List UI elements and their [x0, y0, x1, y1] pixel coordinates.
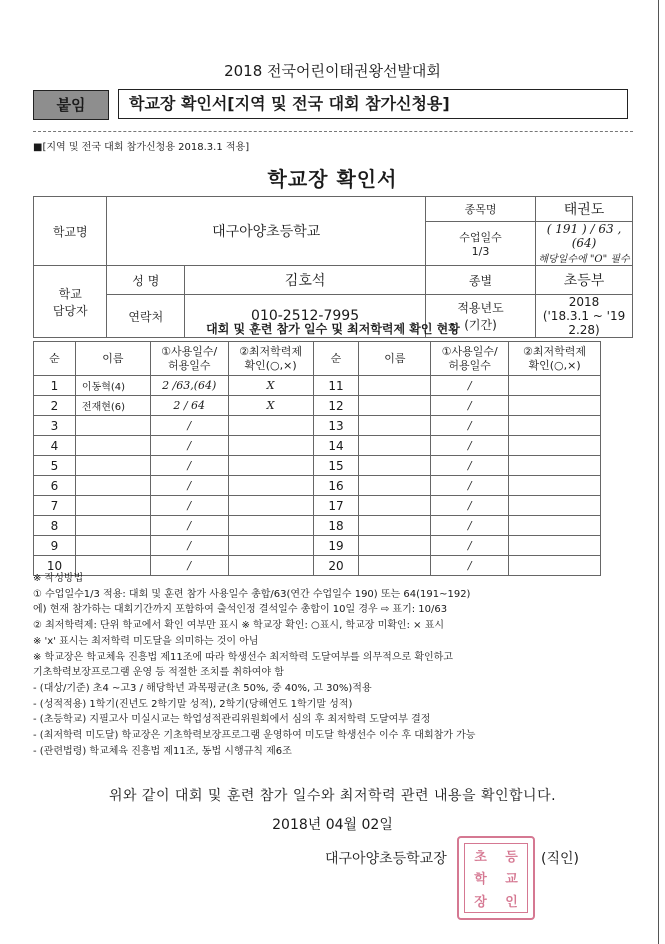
signing-date: 2018년 04월 02일: [272, 817, 393, 833]
record-no: 5: [34, 456, 76, 476]
record-academic-check: [228, 416, 313, 436]
record-name: [359, 456, 431, 476]
page-title: 학교장 확인서: [267, 167, 398, 191]
record-days: /: [150, 476, 228, 496]
seal-glyph: 인: [505, 895, 518, 911]
record-academic-check: [228, 456, 313, 476]
record-name: [359, 536, 431, 556]
record-days: /: [431, 416, 509, 436]
record-days: 2 / 64: [150, 396, 228, 416]
school-value: 대구아양초등학교: [107, 197, 426, 266]
seal-role-label: (직인): [541, 851, 579, 867]
document-banner: 학교장 확인서[지역 및 전국 대회 참가신청용]: [118, 89, 628, 119]
seal-characters: [464, 843, 528, 913]
record-no: 10: [34, 556, 76, 576]
record-academic-check: [509, 456, 601, 476]
record-name: [75, 536, 150, 556]
record-academic-check: [228, 516, 313, 536]
contact-label: 연락처: [107, 295, 185, 338]
table-row: [34, 416, 601, 436]
header-name: 이름: [75, 342, 150, 376]
record-name: [359, 496, 431, 516]
name-value: 김호석: [185, 266, 426, 295]
record-academic-check: [228, 496, 313, 516]
header-days: ①사용일수/ 허용일수: [150, 342, 228, 376]
person-label: 학교 담당자: [34, 266, 107, 338]
days-value: ( 191 ) / 63 , (64) 해당일수에 "O" 필수: [536, 222, 633, 266]
record-academic-check: [509, 516, 601, 536]
event-value: 태권도: [536, 197, 633, 222]
record-name: 전재현(6): [75, 396, 150, 416]
instruction-line: 기초학력보장프로그램 운영 등 적절한 조치를 취하여야 함: [33, 667, 284, 679]
record-days: /: [431, 536, 509, 556]
record-academic-check: [509, 416, 601, 436]
instruction-line: - (성적적용) 1학기(진년도 2학기말 성적), 2학기(당해연도 1학기말 성적): [33, 698, 353, 710]
record-name: [75, 436, 150, 456]
instruction-line: 에) 현재 참가하는 대회기간까지 포함하여 출석인정 결석일수 총합이 10일 경우 ⇨ 표기: 10/63: [33, 604, 448, 616]
record-academic-check: X: [228, 396, 313, 416]
record-no: 2: [34, 396, 76, 416]
table-row: [34, 496, 601, 516]
record-no: 6: [34, 476, 76, 496]
record-academic-check: [509, 496, 601, 516]
record-days: /: [431, 556, 509, 576]
record-no: 20: [313, 556, 359, 576]
record-academic-check: [228, 536, 313, 556]
record-name: [75, 416, 150, 436]
table-row: [34, 516, 601, 536]
record-no: 11: [313, 376, 359, 396]
header-academic: ②최저학력제 확인(○,×): [509, 342, 601, 376]
record-no: 15: [313, 456, 359, 476]
instruction-line: ※ 'x' 표시는 최저학력 미도달을 의미하는 것이 아님: [33, 635, 259, 647]
record-academic-check: [228, 436, 313, 456]
table-row: [34, 396, 601, 416]
record-name: [359, 516, 431, 536]
attachment-tag: 붙임: [33, 90, 109, 120]
instruction-line: ※ 학교장은 학교체육 진흥법 제11조에 따라 학생선수 최저학력 도달여부를 의무적으로 확인하고: [33, 651, 453, 663]
confirmation-statement: 위와 같이 대회 및 훈련 참가 일수와 최저학력 관련 내용을 확인합니다.: [108, 788, 557, 804]
record-days: /: [150, 436, 228, 456]
record-no: 14: [313, 436, 359, 456]
info-table: [33, 196, 633, 338]
instruction-line: ② 최저학력제: 단위 학교에서 확인 여부만 표시 ※ 학교장 확인: ○표시, 학교장 미확인: × 표시: [33, 620, 445, 632]
record-no: 13: [313, 416, 359, 436]
records-table: [33, 341, 601, 576]
table-row: [34, 456, 601, 476]
seal-glyph: 학: [474, 872, 487, 888]
record-no: 8: [34, 516, 76, 536]
record-days: /: [150, 516, 228, 536]
table-row: [34, 476, 601, 496]
record-no: 12: [313, 396, 359, 416]
record-no: 17: [313, 496, 359, 516]
instruction-line: ※ 작성방법: [33, 573, 84, 584]
seal-glyph: 장: [474, 895, 487, 911]
record-name: [75, 516, 150, 536]
record-name: [75, 496, 150, 516]
divider: [33, 131, 633, 132]
record-no: 9: [34, 536, 76, 556]
records-body: [34, 376, 601, 576]
record-academic-check: [509, 436, 601, 456]
signer-name: 대구아양초등학교장: [325, 851, 447, 867]
record-days: /: [431, 396, 509, 416]
header-no: 순: [313, 342, 359, 376]
header-no: 순: [34, 342, 76, 376]
seal-glyph: 등: [505, 849, 518, 865]
reference-note: ■[지역 및 전국 대회 참가신청용 2018.3.1 적용]: [33, 142, 250, 153]
record-no: 7: [34, 496, 76, 516]
record-days: /: [431, 516, 509, 536]
record-no: 19: [313, 536, 359, 556]
record-name: [359, 476, 431, 496]
instruction-line: - (최저학력 미도달) 학교장은 기초학력보장프로그램 운영하여 미도달 학생선수 이수 후 대회참가 가능: [33, 730, 476, 742]
record-academic-check: [509, 536, 601, 556]
record-days: /: [431, 436, 509, 456]
table-row: [34, 536, 601, 556]
school-label: 학교명: [34, 197, 107, 266]
record-academic-check: [509, 376, 601, 396]
record-no: 16: [313, 476, 359, 496]
record-days: /: [150, 456, 228, 476]
name-label: 성 명: [107, 266, 185, 295]
record-name: [75, 456, 150, 476]
record-name: [359, 396, 431, 416]
record-days: /: [431, 496, 509, 516]
record-name: [359, 436, 431, 456]
header-academic: ②최저학력제 확인(○,×): [228, 342, 313, 376]
days-label: 수업일수 1/3: [425, 222, 535, 266]
record-days: /: [150, 536, 228, 556]
record-no: 4: [34, 436, 76, 456]
record-name: 이동혁(4): [75, 376, 150, 396]
official-seal: [457, 836, 535, 920]
event-title: 2018 전국어린이태권왕선발대회: [224, 62, 441, 80]
record-days: /: [431, 476, 509, 496]
record-academic-check: [228, 476, 313, 496]
record-no: 1: [34, 376, 76, 396]
record-days: /: [150, 416, 228, 436]
category-label: 종별: [425, 266, 535, 295]
record-academic-check: [509, 396, 601, 416]
header-days: ①사용일수/ 허용일수: [431, 342, 509, 376]
year-label: 적용년도 (기간): [425, 295, 535, 338]
record-academic-check: [509, 476, 601, 496]
record-no: 3: [34, 416, 76, 436]
header-name: 이름: [359, 342, 431, 376]
year-value: 2018 ('18.3.1 ~ '19 2.28): [536, 295, 633, 338]
record-name: [75, 476, 150, 496]
record-academic-check: X: [228, 376, 313, 396]
record-days: /: [431, 456, 509, 476]
record-days: /: [150, 556, 228, 576]
record-days: 2 /63,(64): [150, 376, 228, 396]
record-no: 18: [313, 516, 359, 536]
category-value: 초등부: [536, 266, 633, 295]
instruction-line: ① 수업일수1/3 적용: 대회 및 훈련 참가 사용일수 총합/63(연간 수업일수 190) 또는 64(191~192): [33, 588, 471, 600]
seal-glyph: 초: [474, 849, 487, 865]
instruction-line: - (초등학교) 지필고사 미실시교는 학업성적관리위원회에서 심의 후 최저학력 도달여부 결정: [33, 714, 431, 726]
table-row: [34, 436, 601, 456]
record-days: /: [150, 496, 228, 516]
table-row: [34, 376, 601, 396]
record-name: [359, 416, 431, 436]
contact-value: 010-2512-7995: [185, 295, 426, 338]
instruction-line: - (대상/기준) 초4 ~고3 / 해당학년 과목평균(초 50%, 중 40%, 고 30%)적용: [33, 682, 372, 694]
seal-glyph: 교: [505, 872, 518, 888]
instruction-line: - (관련법령) 학교체육 진흥법 제11조, 동법 시행규칙 제6조: [33, 745, 292, 757]
event-label: 종목명: [425, 197, 535, 222]
record-days: /: [431, 376, 509, 396]
records-title: 대회 및 훈련 참가 일수 및 최저학력제 확인 현황: [206, 322, 460, 336]
record-name: [359, 376, 431, 396]
instructions: [33, 571, 633, 759]
